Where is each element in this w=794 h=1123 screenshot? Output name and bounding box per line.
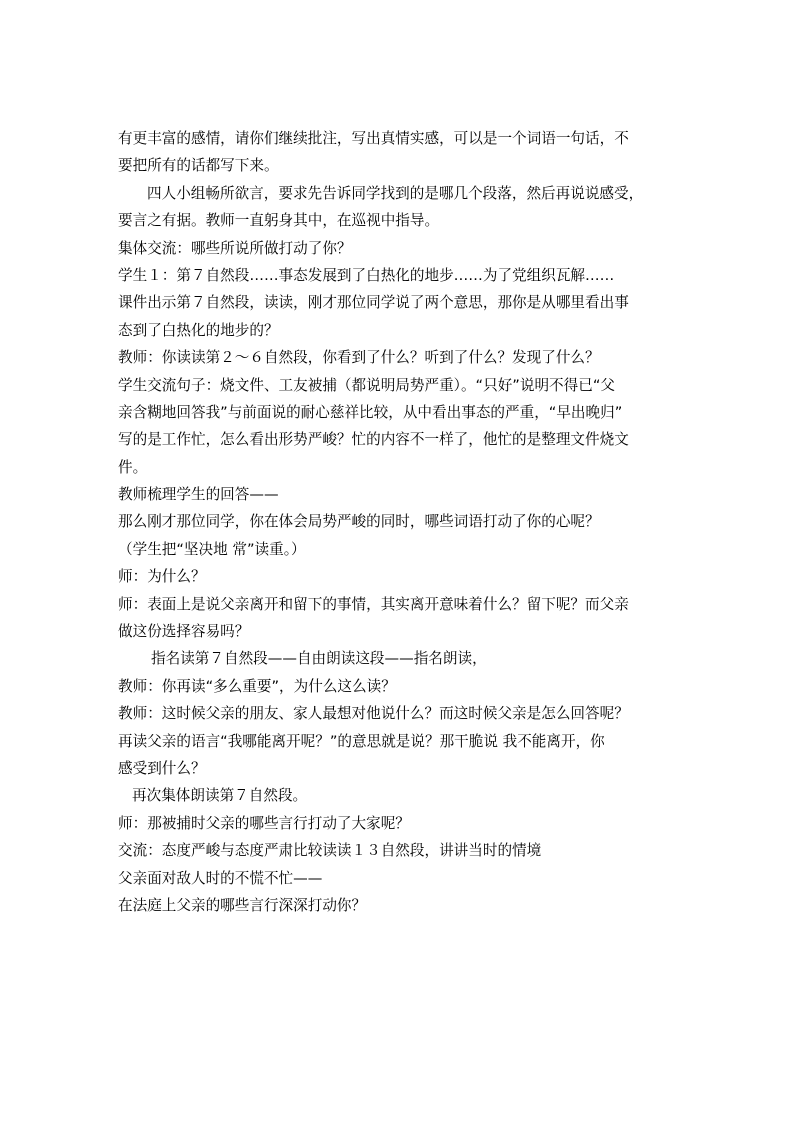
text-line: 师：表面上是说父亲离开和留下的事情，其实离开意味着什么？留下呢？而父亲 [118,595,629,613]
text-line: （学生把“坚决地 常”读重。） [118,540,306,558]
text-line: 有更丰富的感情，请你们继续批注，写出真情实感，可以是一个词语一句话，不 [118,130,629,147]
text-line: 学生交流句子：烧文件、工友被捕（都说明局势严重）。“只好”说明不得已“父 [118,376,615,394]
text-line: 教师：你读读第２～６自然段，你看到了什么？听到了什么？发现了什么？ [118,349,600,367]
text-line: 件。 [118,458,148,476]
text-line: 师：为什么？ [118,568,206,586]
text-line: 父亲面对敌人时的不慌不忙—— [118,869,323,887]
text-line: 感受到什么？ [118,759,206,777]
text-line: 师：那被捕时父亲的哪些言行打动了大家呢？ [118,814,410,832]
text-line: 态到了白热化的地步的？ [118,321,279,339]
text-line: 指名读第７自然段——自由朗读这段——指名朗读， [151,650,487,668]
text-line: 那么刚才那位同学，你在体会局势严峻的同时，哪些词语打动了你的心呢？ [118,513,600,531]
document-body [118,125,678,919]
text-line: 要把所有的话都写下来。 [118,157,279,175]
text-line: 交流：态度严峻与态度严肃比较读读１３自然段，讲讲当时的情境 [118,842,542,860]
text-line: 再次集体朗读第７自然段。 [132,787,308,805]
text-line: 教师：你再读“多么重要”，为什么这么读？ [118,677,396,695]
text-line: 四人小组畅所欲言，要求先告诉同学找到的是哪几个段落，然后再说说感受， [147,184,644,202]
text-line: 写的是工作忙，怎么看出形势严峻？忙的内容不一样了，他忙的是整理文件烧文 [118,431,629,449]
text-line: 做这份选择容易吗？ [118,623,250,641]
text-line: 在法庭上父亲的哪些言行深深打动你？ [118,896,367,914]
text-line: 教师：这时候父亲的朋友、家人最想对他说什么？而这时候父亲是怎么回答呢？ [118,705,629,723]
text-line: 课件出示第７自然段，读读，刚才那位同学说了两个意思，那你是从哪里看出事 [118,294,629,312]
text-line: 再读父亲的语言“我哪能离开呢？”的意思就是说？那干脆说 我不能离开，你 [118,732,605,750]
text-line: 亲含糊地回答我”与前面说的耐心慈祥比较，从中看出事态的严重，“早出晚归” [118,403,623,421]
text-line: 教师梳理学生的回答—— [118,486,279,504]
text-line: 集体交流：哪些所说所做打动了你？ [118,239,352,257]
text-line: 学生１：第７自然段……事态发展到了白热化的地步……为了党组织瓦解…… [118,266,615,284]
text-line: 要言之有据。教师一直躬身其中，在巡视中指导。 [118,212,440,230]
